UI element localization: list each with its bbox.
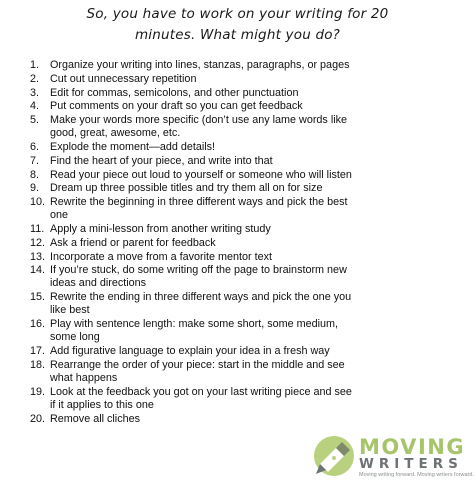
item-text: Play with sentence length: make some short, some medium, some long bbox=[50, 318, 339, 344]
item-text: Add figurative language to explain your idea in a fresh way bbox=[50, 344, 330, 357]
moving-writers-logo bbox=[312, 434, 472, 480]
list-item bbox=[0, 359, 360, 385]
item-number: 19. bbox=[30, 385, 46, 398]
list-item bbox=[0, 169, 360, 182]
item-text: Put comments on your draft so you can get feedback bbox=[50, 100, 303, 113]
item-text: Rewrite the ending in three different ways and pick the one you like best bbox=[50, 291, 352, 317]
item-number: 20. bbox=[30, 412, 46, 425]
item-text: Dream up three possible titles and try them all on for size bbox=[50, 182, 323, 195]
item-text: Organize your writing into lines, stanzas, paragraphs, or pages bbox=[50, 59, 350, 71]
item-number: 10. bbox=[30, 196, 46, 209]
list-item bbox=[0, 237, 360, 250]
item-number: 16. bbox=[30, 318, 46, 331]
item-number: 2. bbox=[30, 72, 40, 85]
item-number: 3. bbox=[30, 86, 40, 99]
item-number: 17. bbox=[30, 344, 46, 357]
item-number: 12. bbox=[30, 236, 46, 249]
item-number: 7. bbox=[30, 154, 40, 167]
item-text: Explode the moment—add details! bbox=[50, 141, 216, 153]
item-text: Apply a mini-lesson from another writing study bbox=[50, 223, 271, 235]
item-text: Remove all cliches bbox=[50, 412, 141, 425]
list-item bbox=[0, 141, 360, 154]
list-item bbox=[0, 318, 360, 344]
item-number: 15. bbox=[30, 291, 46, 304]
list-item bbox=[0, 223, 360, 236]
title-line-1: So, you have to work on your writing for 20 bbox=[86, 6, 389, 22]
list-item bbox=[0, 87, 360, 100]
item-text: Cut out unnecessary repetition bbox=[50, 72, 197, 85]
item-text: Rewrite the beginning in three different ways and pick the best one bbox=[50, 196, 348, 222]
item-text: Incorporate a move from a favorite mentor text bbox=[50, 250, 273, 263]
item-number: 6. bbox=[30, 141, 40, 153]
item-text: Edit for commas, semicolons, and other punctuation bbox=[50, 86, 299, 99]
ideas-list bbox=[0, 59, 360, 426]
item-number: 8. bbox=[30, 168, 40, 181]
list-item bbox=[0, 155, 360, 168]
item-number: 4. bbox=[30, 100, 40, 113]
list-item bbox=[0, 73, 360, 86]
list-item bbox=[0, 59, 360, 72]
list-item bbox=[0, 413, 360, 426]
logo-word-moving: MOVING bbox=[359, 435, 466, 459]
list-item bbox=[0, 386, 360, 412]
list-item bbox=[0, 114, 360, 140]
item-number: 5. bbox=[30, 114, 40, 127]
item-text: Read your piece out loud to yourself or someone who will listen bbox=[50, 168, 352, 181]
item-number: 1. bbox=[30, 59, 40, 71]
item-text: Rearrange the order of your piece: start in the middle and see what happens bbox=[50, 358, 345, 384]
pen-nib-icon bbox=[312, 434, 356, 478]
list-item bbox=[0, 196, 360, 222]
item-text: Look at the feedback you got on your last writing piece and see if it applies to this one bbox=[50, 385, 352, 411]
page-title bbox=[0, 4, 475, 46]
item-number: 18. bbox=[30, 358, 46, 371]
item-text: Ask a friend or parent for feedback bbox=[50, 236, 216, 249]
list-item bbox=[0, 182, 360, 195]
item-number: 11. bbox=[30, 223, 45, 235]
item-number: 9. bbox=[30, 182, 40, 195]
list-item bbox=[0, 291, 360, 317]
item-number: 13. bbox=[30, 250, 46, 263]
list-item bbox=[0, 264, 360, 290]
list-item bbox=[0, 345, 360, 358]
item-text: Make your words more specific (don’t use any lame words like good, great, awesome, etc. bbox=[50, 114, 348, 140]
item-text: If you’re stuck, do some writing off the page to brainstorm new ideas and directions bbox=[50, 264, 347, 290]
list-item bbox=[0, 100, 360, 113]
logo-word-writers: WRITERS bbox=[359, 456, 463, 472]
logo-tagline: Moving writing forward. Moving writers forward. bbox=[359, 472, 474, 478]
list-item bbox=[0, 251, 360, 264]
item-number: 14. bbox=[30, 264, 46, 277]
item-text: Find the heart of your piece, and write into that bbox=[50, 154, 273, 167]
title-line-2: minutes. What might you do? bbox=[134, 27, 341, 43]
